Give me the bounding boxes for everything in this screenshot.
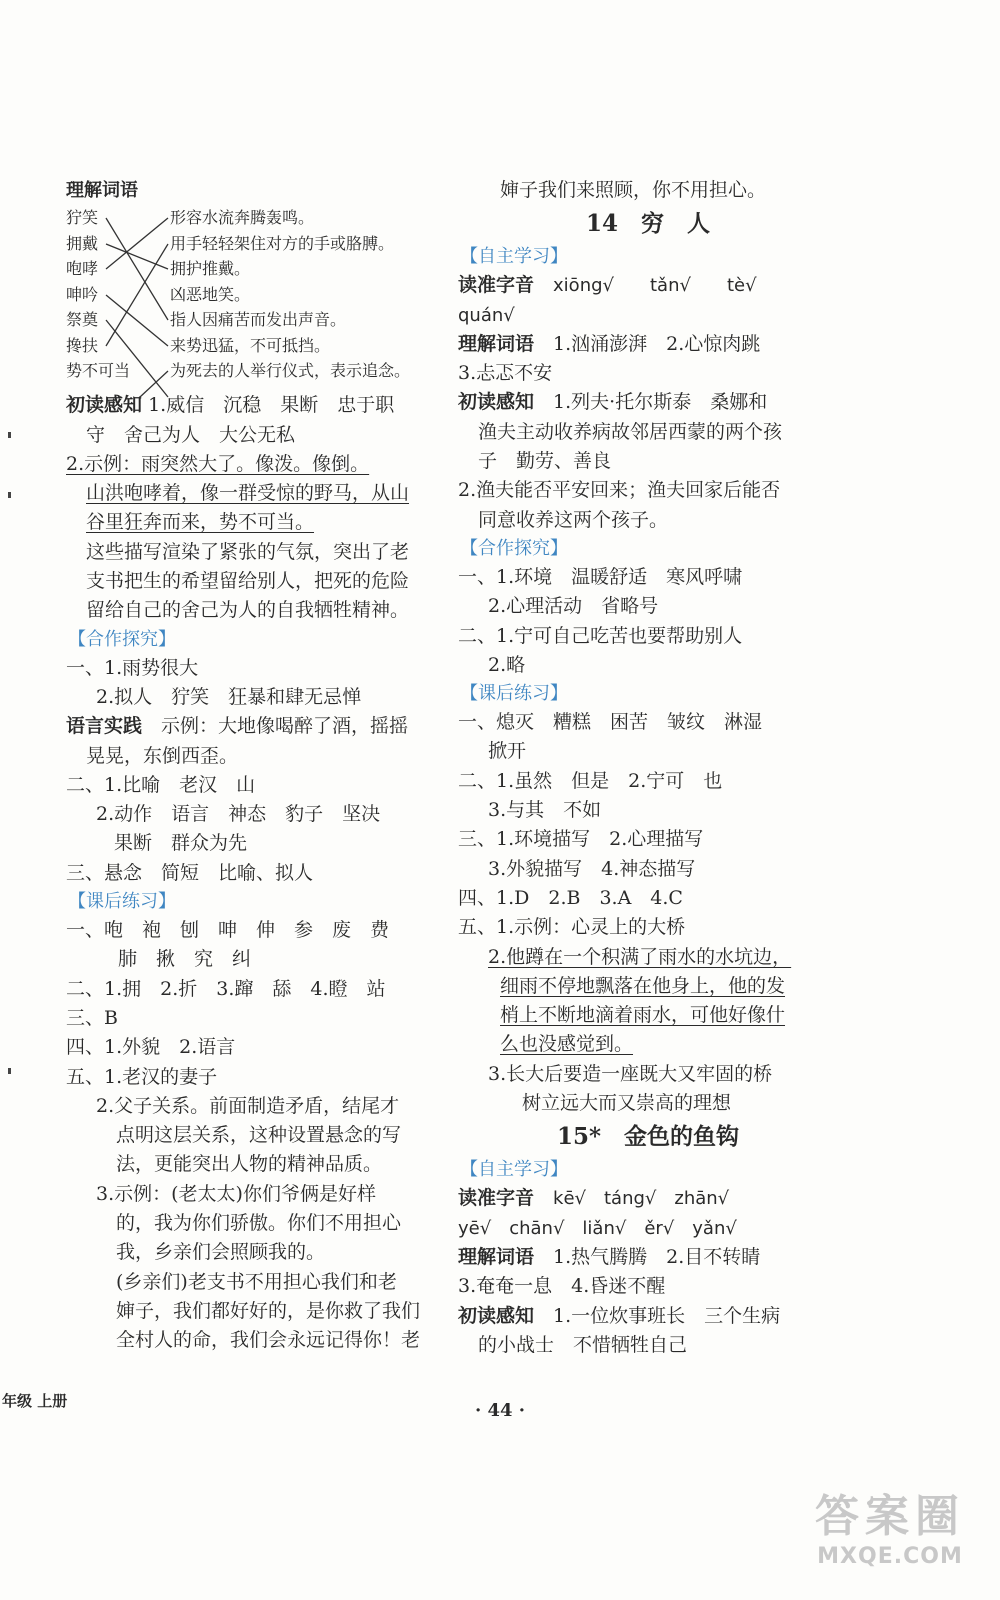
answer-line bbox=[458, 271, 838, 300]
answer-line: 守 舍己为人 大公无私 bbox=[86, 423, 296, 446]
label: 读准字音 bbox=[458, 1187, 535, 1210]
lesson-title-15: 15* 金色的鱼钩 bbox=[556, 1123, 740, 1151]
answer-line: 二、1.宁可自己吃苦也要帮助别人 bbox=[458, 624, 743, 647]
answer-line: 果断 群众为先 bbox=[114, 832, 248, 855]
match-definition: 形容水流奔腾轰鸣。 bbox=[170, 208, 315, 228]
section-label-zizhu: 【自主学习】 bbox=[460, 246, 568, 268]
answer-line: 支书把生的希望留给别人，把死的危险 bbox=[86, 570, 410, 593]
match-word: 搀扶 bbox=[66, 335, 99, 355]
answer-line bbox=[458, 1030, 838, 1059]
answer-line: 2.心理活动 省略号 bbox=[488, 595, 659, 618]
answer-line: 3.示例：(老太太)你们爷俩是好样 bbox=[96, 1182, 376, 1205]
underlined-answer: 细雨不停地飘落在他身上，他的发 bbox=[500, 974, 786, 997]
answer-line: 的小战士 不惜牺牲自己 bbox=[478, 1333, 688, 1356]
answer-line: 3.忐忑不安 bbox=[458, 362, 553, 385]
answer-text: 1.威信 沉稳 果断 忠于职 bbox=[148, 394, 395, 417]
answer-text: 示例：大地像喝醉了酒，摇摇 bbox=[161, 715, 409, 738]
answer-line: 的，我为你们骄傲。你们不用担心 bbox=[116, 1212, 402, 1235]
match-word: 咆哮 bbox=[66, 259, 99, 279]
answer-line: 2.略 bbox=[488, 653, 526, 676]
match-line bbox=[106, 244, 168, 346]
lesson-title-14: 14 穷 人 bbox=[585, 210, 710, 238]
answer-line: 三、悬念 简短 比喻、拟人 bbox=[66, 861, 314, 884]
underlined-answer: 谷里狂奔而来，势不可当。 bbox=[86, 511, 315, 534]
match-line bbox=[106, 244, 168, 269]
section-label-kehou: 【课后练习】 bbox=[68, 891, 176, 913]
answer-line: 我，乡亲们会照顾我的。 bbox=[116, 1241, 326, 1264]
answer-line: 婶子，我们都好好的，是你救了我们 bbox=[116, 1299, 421, 1322]
answer-text: 1.汹涌澎湃 2.心惊肉跳 bbox=[553, 332, 761, 355]
pinyin-answers: quán√ bbox=[458, 304, 515, 326]
match-definition: 用手轻轻架住对方的手或胳膊。 bbox=[170, 233, 395, 253]
answer-line: 3.外貌描写 4.神态描写 bbox=[488, 857, 696, 880]
answer-line: 这些描写渲染了紧张的气氛，突出了老 bbox=[86, 540, 410, 563]
pinyin-answers: kē√ táng√ zhān√ bbox=[553, 1188, 730, 1210]
answer-line: 全村人的命，我们会永远记得你！老 bbox=[116, 1329, 421, 1352]
right-column bbox=[458, 176, 838, 1360]
answer-line: 五、1.老汉的妻子 bbox=[66, 1065, 218, 1088]
match-word: 势不可当 bbox=[66, 361, 131, 381]
match-word: 呻吟 bbox=[66, 284, 99, 304]
answer-line: 同意收养这两个孩子。 bbox=[478, 508, 669, 531]
match-definition: 为死去的人举行仪式，表示追念。 bbox=[170, 361, 411, 381]
answer-line: 肺 揪 究 纠 bbox=[118, 948, 252, 971]
answer-text: 1.一位炊事班长 三个生病 bbox=[553, 1304, 781, 1327]
underlined-answer: 山洪咆哮着，像一群受惊的野马，从山 bbox=[86, 482, 410, 505]
underlined-answer: 2.他蹲在一个积满了雨水的水坑边， bbox=[488, 945, 792, 968]
answer-line bbox=[458, 1184, 838, 1213]
answer-line bbox=[458, 1302, 838, 1331]
scan-mark bbox=[8, 432, 11, 438]
answer-line bbox=[458, 943, 838, 972]
scan-mark bbox=[8, 492, 11, 498]
answer-line: 二、1.比喻 老汉 山 bbox=[66, 773, 256, 796]
match-line bbox=[106, 218, 168, 320]
answer-line: 子 勤劳、善良 bbox=[478, 450, 612, 473]
label: 理解词语 bbox=[458, 1245, 535, 1268]
answer-line: 渔夫主动收养病故邻居西蒙的两个孩 bbox=[478, 420, 783, 443]
answer-line bbox=[458, 1243, 838, 1272]
answer-line: 3.与其 不如 bbox=[488, 799, 602, 822]
answer-line: 2.拟人 狞笑 狂暴和肆无忌惮 bbox=[96, 685, 362, 708]
match-definition: 指人因痛苦而发出声音。 bbox=[170, 310, 347, 330]
answer-line: 掀开 bbox=[488, 740, 527, 763]
answer-line: 晃晃，东倒西歪。 bbox=[86, 744, 239, 767]
match-word: 祭奠 bbox=[66, 310, 99, 330]
label: 理解词语 bbox=[458, 332, 535, 355]
answer-line: 三、1.环境描写 2.心理描写 bbox=[458, 828, 704, 851]
label: 初读感知 bbox=[458, 1304, 535, 1327]
answer-line bbox=[66, 479, 436, 508]
page-number: · 44 · bbox=[474, 1400, 526, 1421]
answer-line: 五、1.示例：心灵上的大桥 bbox=[458, 916, 686, 939]
match-line bbox=[106, 295, 168, 346]
left-column bbox=[66, 176, 436, 1356]
answer-line: 2.父子关系。前面制造矛盾，结尾才 bbox=[96, 1094, 400, 1117]
label: 初读感知 bbox=[458, 391, 535, 414]
answer-line: 留给自己的舍己为人的自我牺牲精神。 bbox=[86, 599, 410, 622]
answer-line: 2.动作 语言 神态 豹子 坚决 bbox=[96, 803, 381, 826]
answer-line: 一、咆 袍 刨 呻 伸 参 废 费 bbox=[66, 919, 390, 942]
pinyin-answers: xiōng√ tǎn√ tè√ bbox=[553, 275, 757, 297]
answer-line: 树立远大而又崇高的理想 bbox=[522, 1092, 732, 1115]
answer-text: 1.热气腾腾 2.目不转睛 bbox=[553, 1245, 761, 1268]
answer-line bbox=[66, 712, 436, 741]
answer-line: (乡亲们)老支书不用担心我们和老 bbox=[116, 1270, 397, 1293]
answer-line: 点明这层关系，这种设置悬念的写 bbox=[116, 1124, 402, 1147]
answer-text: 1.列夫·托尔斯泰 桑娜和 bbox=[553, 391, 768, 414]
watermark-logo: 答案圈 MXQE.COM bbox=[815, 1491, 965, 1569]
scan-mark bbox=[8, 1068, 11, 1074]
match-word: 狞笑 bbox=[66, 208, 99, 228]
answer-line: 一、1.雨势很大 bbox=[66, 656, 199, 679]
grade-label: 年级 上册 bbox=[2, 1392, 68, 1410]
label: 读准字音 bbox=[458, 274, 535, 297]
label: 语言实践 bbox=[66, 715, 143, 738]
answer-line: 二、1.拥 2.折 3.蹿 舔 4.瞪 站 bbox=[66, 977, 386, 1000]
section-label-zizhu: 【自主学习】 bbox=[460, 1159, 568, 1181]
word-matching-exercise bbox=[66, 205, 436, 405]
section-heading: 理解词语 bbox=[66, 180, 138, 201]
match-line bbox=[106, 218, 168, 269]
section-label-kehou: 【课后练习】 bbox=[460, 683, 568, 705]
underlined-answer: 梢上不断地滴着雨水，可他好像什 bbox=[500, 1004, 786, 1027]
match-line bbox=[140, 371, 168, 397]
answer-line: 四、1.D 2.B 3.A 4.C bbox=[458, 886, 683, 909]
answer-line bbox=[458, 330, 838, 359]
answer-line: 二、1.虽然 但是 2.宁可 也 bbox=[458, 769, 723, 792]
answer-line bbox=[458, 972, 838, 1001]
label: 初读感知 bbox=[66, 394, 143, 417]
answer-line: 3.奄奄一息 4.昏迷不醒 bbox=[458, 1275, 666, 1298]
answer-line bbox=[458, 388, 838, 417]
underlined-answer: 2.示例：雨突然大了。像泼。像倒。 bbox=[66, 452, 370, 475]
match-definition: 拥护推戴。 bbox=[170, 259, 251, 279]
answer-line bbox=[66, 508, 436, 537]
answer-line bbox=[458, 1001, 838, 1030]
match-word: 拥戴 bbox=[66, 233, 99, 253]
answer-line bbox=[66, 450, 436, 479]
answer-line: 2.渔夫能否平安回来；渔夫回家后能否 bbox=[458, 479, 781, 502]
answer-line: 3.长大后要造一座既大又牢固的桥 bbox=[488, 1062, 773, 1085]
answer-line: 一、熄灭 糟糕 困苦 皱纹 淋湿 bbox=[458, 711, 763, 734]
match-definition: 来势迅猛，不可抵挡。 bbox=[170, 335, 331, 355]
answer-line: 四、1.外貌 2.语言 bbox=[66, 1036, 236, 1059]
answer-line: 一、1.环境 温暖舒适 寒风呼啸 bbox=[458, 565, 743, 588]
pinyin-answers: yē√ chān√ liǎn√ ěr√ yǎn√ bbox=[458, 1217, 737, 1239]
underlined-answer: 么也没感觉到。 bbox=[500, 1033, 634, 1056]
section-label-hezuo: 【合作探究】 bbox=[68, 628, 176, 650]
answer-line: 婶子我们来照顾，你不用担心。 bbox=[500, 179, 767, 201]
section-label-hezuo: 【合作探究】 bbox=[460, 537, 568, 559]
answer-line: 三、B bbox=[66, 1006, 118, 1029]
answer-line: 法，更能突出人物的精神品质。 bbox=[116, 1153, 383, 1176]
match-definition: 凶恶地笑。 bbox=[170, 284, 251, 304]
